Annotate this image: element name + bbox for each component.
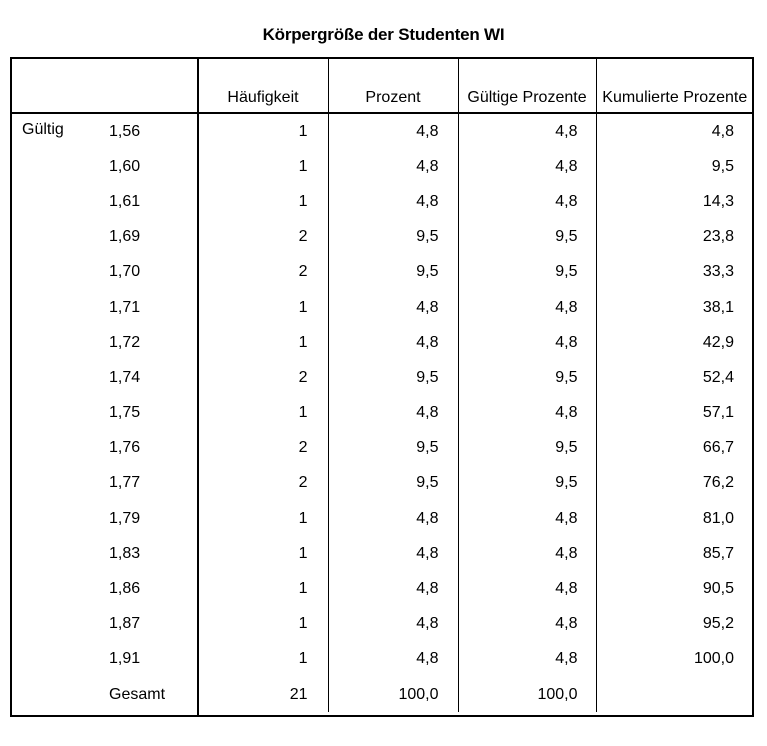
cell-frequency: 1 xyxy=(198,184,328,219)
cell-value: 1,56 xyxy=(109,122,141,140)
cell-value: 1,75 xyxy=(109,404,141,422)
cell-frequency: 1 xyxy=(198,149,328,184)
cell-percent: 9,5 xyxy=(328,466,458,501)
cell-frequency: 1 xyxy=(198,396,328,431)
cell-valid-percent: 4,8 xyxy=(458,149,596,184)
cell-valid-percent: 4,8 xyxy=(458,501,596,536)
header-cumulative-percent-label: Kumulierte Prozente xyxy=(602,89,748,106)
cell-cumulative-percent: 81,0 xyxy=(596,501,753,536)
cell-value: 1,71 xyxy=(109,298,141,316)
cell-percent: 4,8 xyxy=(328,607,458,642)
cell-percent: 4,8 xyxy=(328,290,458,325)
cell-percent: 9,5 xyxy=(328,360,458,395)
table-title: Körpergröße der Studenten WI xyxy=(262,25,505,44)
cell-percent: 4,8 xyxy=(328,184,458,219)
cell-valid-percent: 4,8 xyxy=(458,113,596,149)
cell-valid-percent: 9,5 xyxy=(458,466,596,501)
cell-frequency: 2 xyxy=(198,255,328,290)
table-row xyxy=(11,220,753,255)
cell-frequency: 1 xyxy=(198,325,328,360)
header-frequency: Häufigkeit xyxy=(198,58,328,113)
table-row xyxy=(11,536,753,571)
table-row xyxy=(11,360,753,395)
cell-frequency: 1 xyxy=(198,536,328,571)
cell-cumulative-percent: 95,2 xyxy=(596,607,753,642)
cell-frequency: 1 xyxy=(198,290,328,325)
cell-valid-percent: 9,5 xyxy=(458,255,596,290)
header-cumulative-percent xyxy=(596,58,753,113)
table-row xyxy=(11,466,753,501)
cell-cumulative-percent xyxy=(596,677,753,712)
cell-value: Gesamt xyxy=(109,685,166,703)
cell-percent: 9,5 xyxy=(328,220,458,255)
table-row xyxy=(11,149,753,184)
cell-value: 1,91 xyxy=(109,650,141,668)
cell-percent: 4,8 xyxy=(328,642,458,677)
cell-value: 1,61 xyxy=(109,192,141,210)
cell-frequency: 1 xyxy=(198,607,328,642)
table-row xyxy=(11,677,753,712)
table-row xyxy=(11,255,753,290)
cell-cumulative-percent: 57,1 xyxy=(596,396,753,431)
header-row xyxy=(11,58,753,113)
cell-value: 1,72 xyxy=(109,333,141,351)
table-row xyxy=(11,642,753,677)
cell-value: 1,76 xyxy=(109,439,141,457)
cell-value: 1,74 xyxy=(109,368,141,386)
cell-percent: 4,8 xyxy=(328,571,458,606)
table-row xyxy=(11,325,753,360)
cell-value: 1,69 xyxy=(109,228,141,246)
cell-valid-percent: 9,5 xyxy=(458,360,596,395)
table-row xyxy=(11,290,753,325)
cell-percent: 4,8 xyxy=(328,325,458,360)
cell-cumulative-percent: 85,7 xyxy=(596,536,753,571)
table-row xyxy=(11,501,753,536)
table-row xyxy=(11,571,753,606)
cell-percent: 100,0 xyxy=(328,677,458,712)
cell-value: 1,83 xyxy=(109,544,141,562)
cell-frequency: 1 xyxy=(198,501,328,536)
table-row xyxy=(11,113,753,149)
cell-frequency: 1 xyxy=(198,642,328,677)
cell-cumulative-percent: 76,2 xyxy=(596,466,753,501)
cell-percent: 4,8 xyxy=(328,501,458,536)
frequency-table xyxy=(11,58,753,712)
table-row xyxy=(11,396,753,431)
cell-cumulative-percent: 9,5 xyxy=(596,149,753,184)
cell-frequency: 2 xyxy=(198,431,328,466)
cell-percent: 4,8 xyxy=(328,536,458,571)
cell-value: 1,70 xyxy=(109,263,141,281)
cell-cumulative-percent: 90,5 xyxy=(596,571,753,606)
cell-valid-percent: 9,5 xyxy=(458,431,596,466)
cell-cumulative-percent: 23,8 xyxy=(596,220,753,255)
cell-value: 1,86 xyxy=(109,580,141,598)
group-label: Gültig xyxy=(22,121,64,138)
corner-cell xyxy=(11,58,101,113)
cell-percent: 9,5 xyxy=(328,255,458,290)
cell-valid-percent: 4,8 xyxy=(458,290,596,325)
cell-cumulative-percent: 42,9 xyxy=(596,325,753,360)
cell-frequency: 1 xyxy=(198,571,328,606)
cell-cumulative-percent: 33,3 xyxy=(596,255,753,290)
cell-frequency: 2 xyxy=(198,466,328,501)
cell-cumulative-percent: 14,3 xyxy=(596,184,753,219)
header-valid-percent-label: Gültige Prozente xyxy=(467,89,587,106)
cell-cumulative-percent: 52,4 xyxy=(596,360,753,395)
header-percent: Prozent xyxy=(328,58,458,113)
cell-frequency: 2 xyxy=(198,360,328,395)
cell-value: 1,79 xyxy=(109,509,141,527)
cell-percent: 4,8 xyxy=(328,396,458,431)
table-row xyxy=(11,184,753,219)
cell-valid-percent: 4,8 xyxy=(458,536,596,571)
table-row xyxy=(11,431,753,466)
cell-value: 1,87 xyxy=(109,615,141,633)
cell-valid-percent: 4,8 xyxy=(458,642,596,677)
cell-valid-percent: 4,8 xyxy=(458,607,596,642)
cell-frequency: 1 xyxy=(198,113,328,149)
cell-percent: 4,8 xyxy=(328,149,458,184)
cell-cumulative-percent: 100,0 xyxy=(596,642,753,677)
cell-valid-percent: 9,5 xyxy=(458,220,596,255)
cell-valid-percent: 4,8 xyxy=(458,396,596,431)
header-valid-percent xyxy=(458,58,596,113)
cell-cumulative-percent: 66,7 xyxy=(596,431,753,466)
cell-frequency: 2 xyxy=(198,220,328,255)
cell-percent: 4,8 xyxy=(328,113,458,149)
cell-valid-percent: 4,8 xyxy=(458,325,596,360)
corner-cell-2 xyxy=(101,58,198,113)
cell-value: 1,60 xyxy=(109,157,141,175)
cell-valid-percent: 4,8 xyxy=(458,571,596,606)
cell-value: 1,77 xyxy=(109,474,141,492)
cell-valid-percent: 100,0 xyxy=(458,677,596,712)
table-row xyxy=(11,607,753,642)
cell-cumulative-percent: 38,1 xyxy=(596,290,753,325)
cell-valid-percent: 4,8 xyxy=(458,184,596,219)
cell-frequency: 21 xyxy=(198,677,328,712)
cell-cumulative-percent: 4,8 xyxy=(596,113,753,149)
cell-percent: 9,5 xyxy=(328,431,458,466)
